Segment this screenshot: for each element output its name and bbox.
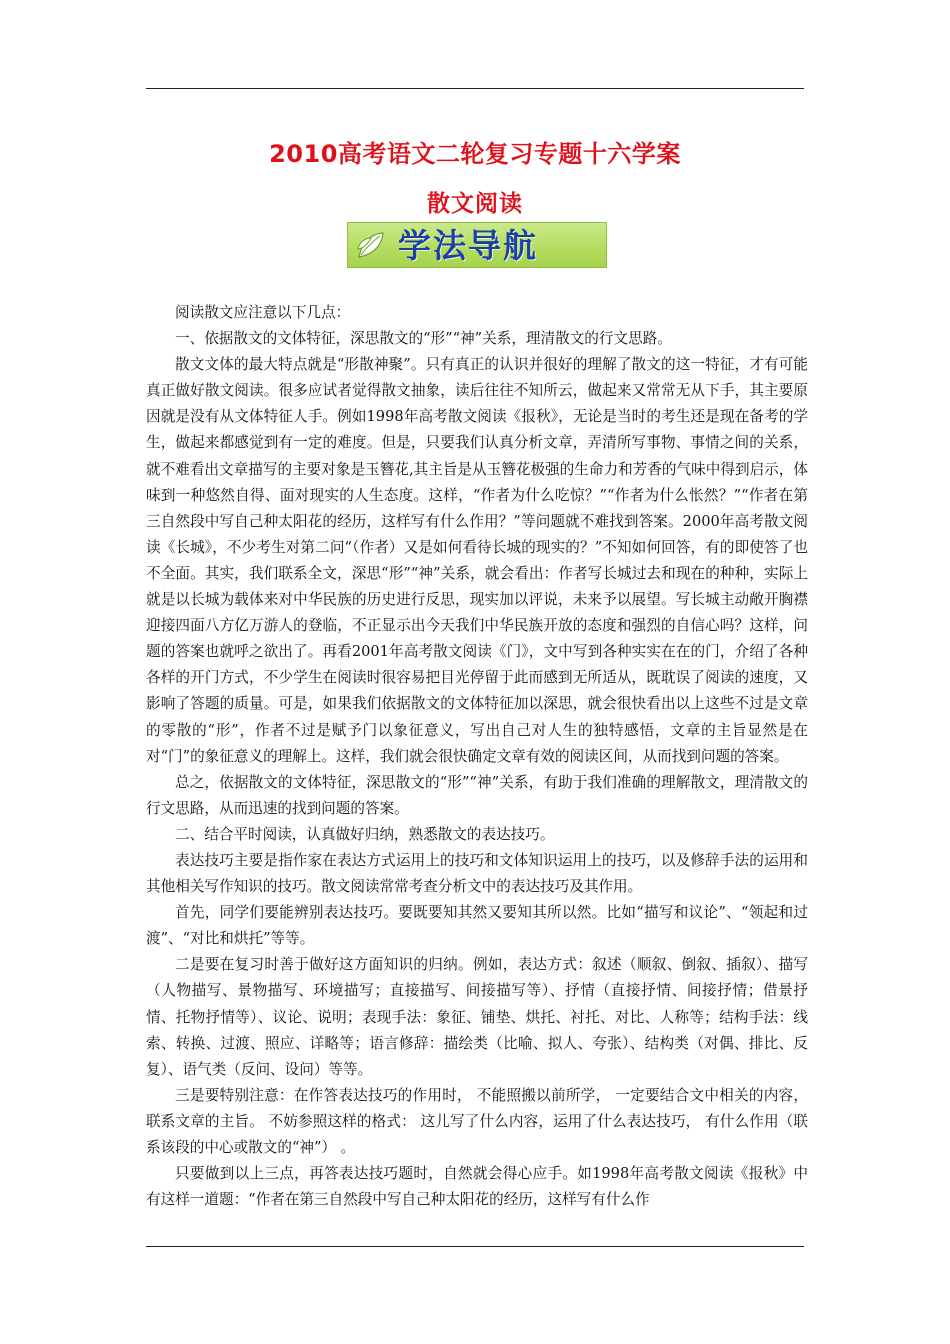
paragraph: 三是要特别注意：在作答表达技巧的作用时， 不能照搬以前所学， 一定要结合文中相关的内容， 联系文章的主旨。 不妨参照这样的格式： 这儿写了什么内容，运用了什么表达技巧， 有什么作用（联系该段的中心或散文的“神”） 。: [146, 1086, 808, 1156]
leaf-icon: [356, 229, 386, 261]
paragraph: 散文文体的最大特点就是“形散神聚”。只有真正的认识并很好的理解了散文的这一特征，才有可能真正做好散文阅读。很多应试者觉得散文抽象，读后往往不知所云，做起来又常常无从下手，其主要原因就是没有从文体特征人手。例如1998年高考散文阅读《报秋》，无论是当时的考生还是现在备考的学生，做起来都感觉到有一定的难度。但是，只要我们认真分析文章，弄清所写事物、事情之间的关系，就不难看出文章描写的主要对象是玉簪花,其主旨是从玉簪花极强的生命力和芳香的气味中得到启示，体味到一种悠然自得、面对现实的人生态度。这样，“作者为什么吃惊？”“作者为什么怅然？”“作者在第三自然段中写自己种太阳花的经历，这样写有什么作用？”等问题就不难找到答案。2000年高考散文阅读《长城》，不少考生对第二问“（作者）又是如何看待长城的现实的？”不知如何回答，有的即使答了也不全面。其实，我们联系全文，深思“形”“神”关系，就会看出：作者写长城过去和现在的种种，实际上就是以长城为载体来对中华民族的历史进行反思，现实加以评说，未来予以展望。写长城主动敞开胸襟迎接四面八方亿万游人的登临，不正显示出今天我们中华民族开放的态度和强烈的自信心吗？这样，问题的答案也就呼之欲出了。再看2001年高考散文阅读《门》，文中写到各种实实在在的门，介绍了各种各样的开门方式，不少学生在阅读时很容易把目光停留于此而感到无所适从，既耽误了阅读的速度，又影响了答题的质量。可是，如果我们依据散文的文体特征加以深思，就会很快看出以上这些不过是文章的零散的“形”，作者不过是赋予门以象征意义，写出自己对人生的独特感悟，文章的主旨显然是在对“门”的象征意义的理解上。这样，我们就会很快确定文章有效的阅读区间，从而找到问题的答案。: [146, 356, 808, 765]
banner-text: 学法导航: [398, 226, 538, 265]
document-body: [146, 300, 808, 1213]
paragraph: 一、依据散文的文体特征，深思散文的“形”“神”关系，理清散文的行文思路。: [175, 330, 672, 348]
paragraph: 首先，同学们要能辨别表达技巧。要既要知其然又要知其所以然。比如“描写和议论”、“领起和过渡”、“对比和烘托”等等。: [146, 904, 808, 948]
section-banner: [347, 222, 607, 268]
paragraph: 二、结合平时阅读，认真做好归纳，熟悉散文的表达技巧。: [175, 825, 555, 843]
paragraph: 总之，依据散文的文体特征，深思散文的“形”“神”关系，有助于我们准确的理解散文，理清散文的行文思路，从而迅速的找到问题的答案。: [146, 773, 808, 817]
paragraph: 二是要在复习时善于做好这方面知识的归纳。例如，表达方式：叙述（顺叙、倒叙、插叙）、描写（人物描写、景物描写、环境描写；直接描写、间接描写等）、抒情（直接抒情、间接抒情；借景抒情、托物抒情等）、议论、说明；表现手法：象征、铺垫、烘托、衬托、对比、人称等；结构手法：线索、转换、过渡、照应、详略等；语言修辞：描绘类（比喻、拟人、夸张）、结构类（对偶、排比、反复）、语气类（反问、设问）等等。: [146, 956, 808, 1078]
footer-rule: [146, 1246, 804, 1247]
header-rule: [146, 88, 804, 89]
paragraph: 表达技巧主要是指作家在表达方式运用上的技巧和文体知识运用上的技巧，以及修辞手法的运用和其他相关写作知识的技巧。散文阅读常常考查分析文中的表达技巧及其作用。: [146, 851, 808, 896]
paragraph: 只要做到以上三点，再答表达技巧题时，自然就会得心应手。如1998年高考散文阅读《报秋》中有这样一道题：“作者在第三自然段中写自己种太阳花的经历，这样写有什么作: [146, 1165, 808, 1209]
paragraph: 阅读散文应注意以下几点：: [175, 304, 351, 321]
document-subtitle: 散文阅读: [427, 191, 523, 217]
document-title: 2010高考语文二轮复习专题十六学案: [269, 140, 681, 168]
